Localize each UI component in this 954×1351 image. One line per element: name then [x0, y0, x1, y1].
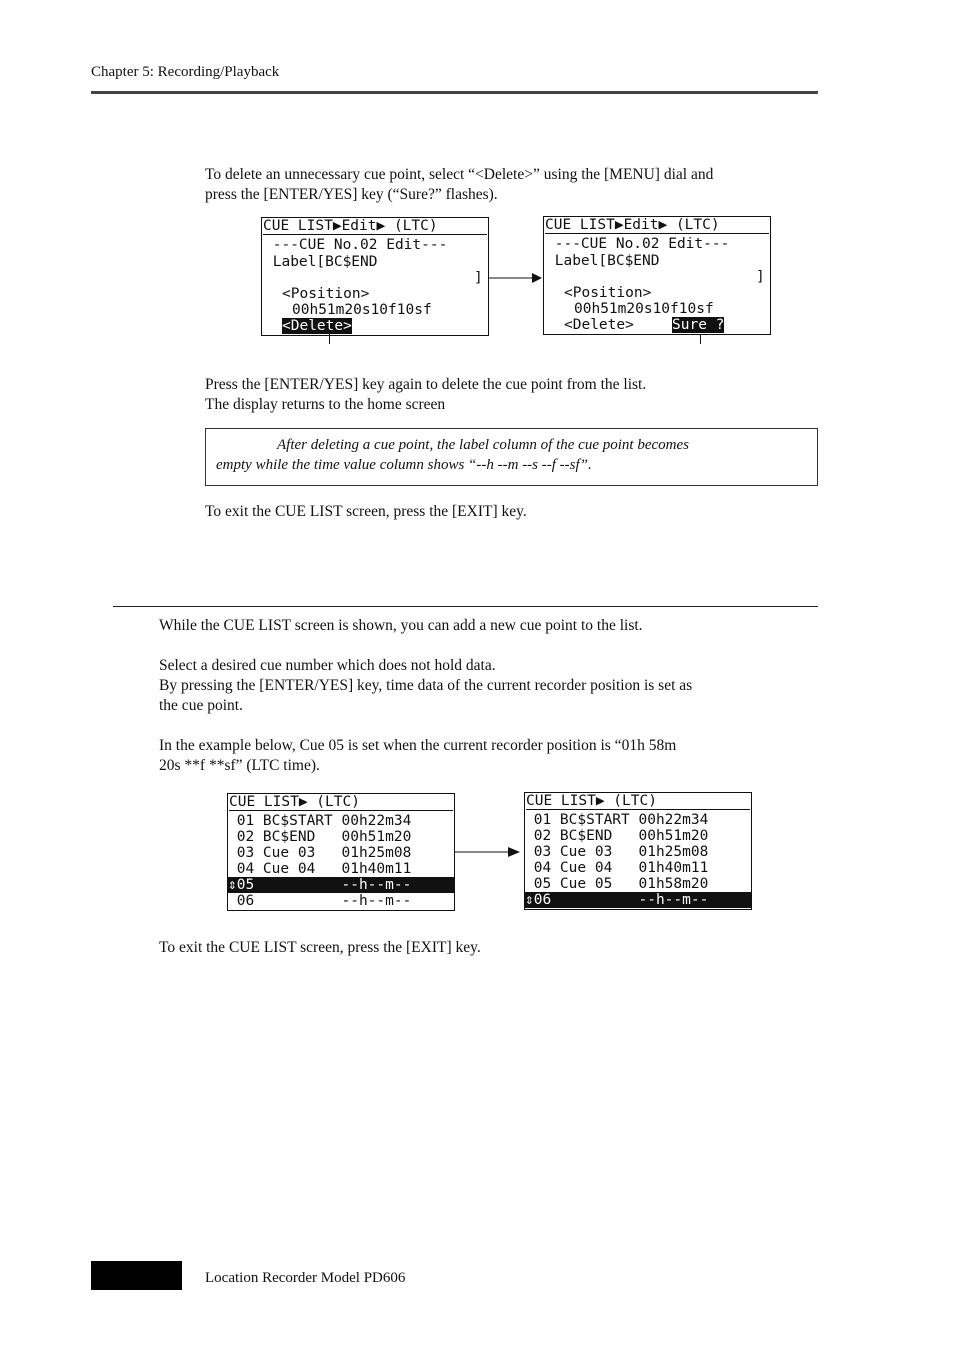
add-exit-text: To exit the CUE LIST screen, press the [EXIT] key. — [159, 939, 481, 956]
cue-row: 04 Cue 04 01h40m11 — [525, 860, 709, 876]
lcd-edit-line: ---CUE No.02 Edit--- — [264, 237, 448, 253]
delete-step-line-1: To delete an unnecessary cue point, select “<Delete>” using the [MENU] dial and — [205, 166, 714, 183]
lcd-position-label: <Position> — [282, 286, 370, 302]
lcd-title: CUE LIST▶Edit▶ (LTC) — [545, 217, 769, 234]
note-box — [205, 428, 818, 486]
callout-line-left — [329, 334, 330, 344]
chapter-header: Chapter 5: Recording/Playback — [91, 64, 280, 80]
lcd-sure-prompt: Sure ? — [672, 317, 725, 333]
lcd-label-line: Label[BC$END — [264, 254, 378, 270]
lcd-edit-line: ---CUE No.02 Edit--- — [546, 236, 730, 252]
arrow-right-icon — [454, 844, 524, 860]
cue-row: 05 Cue 05 01h58m20 — [525, 876, 709, 892]
add-example-line-1: In the example below, Cue 05 is set when the current recorder position is “01h 58m — [159, 737, 677, 754]
lcd-position-value: 00h51m20s10f10sf — [574, 301, 714, 317]
cue-row: 02 BC$END 00h51m20 — [525, 828, 709, 844]
note-line-1: After deleting a cue point, the label column of the cue point becomes — [277, 437, 689, 453]
delete-exit-text: To exit the CUE LIST screen, press the [EXIT] key. — [205, 503, 527, 520]
lcd-label-line: Label[BC$END — [546, 253, 660, 269]
cue-row: 01 BC$START 00h22m34 — [525, 812, 709, 828]
section-rule — [113, 606, 818, 607]
cue-row: 01 BC$START 00h22m34 — [228, 813, 412, 829]
lcd-title: CUE LIST▶ (LTC) — [229, 794, 453, 811]
lcd-cue-list-right — [524, 792, 752, 910]
delete-step-line-2: press the [ENTER/YES] key (“Sure?” flashes). — [205, 186, 498, 203]
cue-row-selected: ⇕05 --h--m-- — [228, 877, 454, 893]
lcd-title: CUE LIST▶ (LTC) — [526, 793, 750, 810]
add-example-line-2: 20s **f **sf” (LTC time). — [159, 757, 320, 774]
lcd-title: CUE LIST▶Edit▶ (LTC) — [263, 218, 487, 235]
cue-row: 04 Cue 04 01h40m11 — [228, 861, 412, 877]
cue-row: 03 Cue 03 01h25m08 — [228, 845, 412, 861]
lcd-cue-list-left — [227, 793, 455, 911]
lcd-position-label: <Position> — [564, 285, 652, 301]
note-line-2: empty while the time value column shows “--h --m --s --f --sf”. — [216, 457, 592, 473]
callout-line-right — [700, 334, 701, 344]
add-select-line-2: By pressing the [ENTER/YES] key, time data of the current recorder position is set as — [159, 677, 693, 694]
lcd-bracket: ] — [756, 269, 765, 285]
cue-row: 02 BC$END 00h51m20 — [228, 829, 412, 845]
cue-row: 06 --h--m-- — [228, 893, 412, 909]
page-number-block — [91, 1261, 182, 1290]
cue-row-selected: ⇕06 --h--m-- — [525, 892, 751, 908]
arrow-right-icon — [488, 270, 544, 286]
add-select-line-3: the cue point. — [159, 697, 243, 714]
lcd-delete-option-selected: <Delete> — [282, 318, 352, 334]
lcd-bracket: ] — [474, 270, 483, 286]
lcd-edit-delete-right — [543, 216, 771, 335]
add-select-line-1: Select a desired cue number which does not hold data. — [159, 657, 496, 674]
lcd-edit-delete-left — [261, 217, 489, 336]
header-rule — [91, 91, 818, 94]
lcd-delete-option: <Delete> — [564, 317, 634, 333]
footer-text: Location Recorder Model PD606 — [205, 1270, 406, 1286]
delete-after-line-1: Press the [ENTER/YES] key again to delete the cue point from the list. — [205, 376, 647, 393]
add-intro: While the CUE LIST screen is shown, you can add a new cue point to the list. — [159, 617, 643, 634]
lcd-position-value: 00h51m20s10f10sf — [292, 302, 432, 318]
delete-after-line-2: The display returns to the home screen — [205, 396, 446, 413]
cue-row: 03 Cue 03 01h25m08 — [525, 844, 709, 860]
